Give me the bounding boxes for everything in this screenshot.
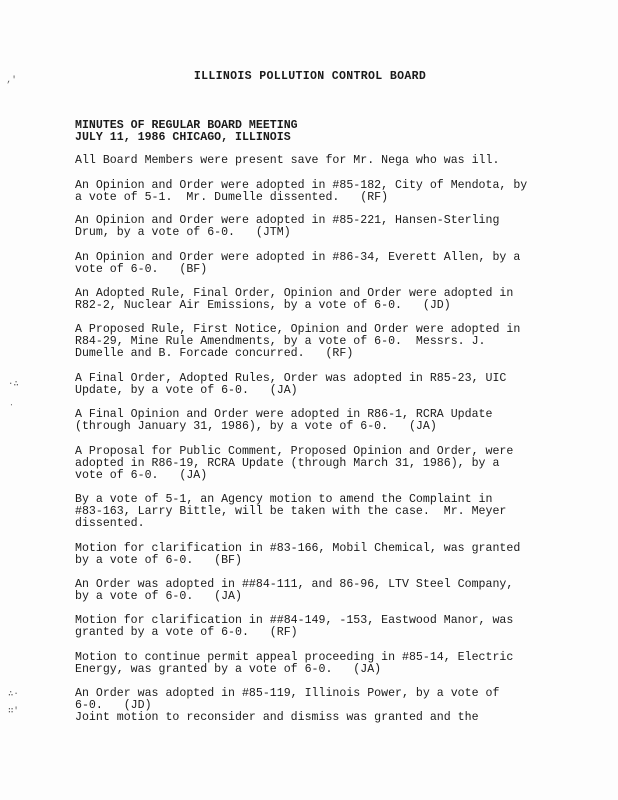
paragraph-item: By a vote of 5-1, an Agency motion to amend the Complaint in #83-163, Larry Bittle, will be taken with the case. Mr. Meyer dissented. (75, 493, 507, 531)
paragraph-item: A Final Order, Adopted Rules, Order was adopted in R85-23, UIC Update, by a vote of 6-0. (JA) (75, 372, 507, 398)
paragraph-item: An Order was adopted in #85-119, Illinois Power, by a vote of 6-0. (JD) Joint motion to reconsider and dismiss was granted and the (75, 687, 500, 725)
paragraph-item: An Opinion and Order were adopted in #85-221, Hansen-Sterling Drum, by a vote of 6-0. (JTM) (75, 214, 500, 240)
margin-mark-icon: ‚′ (6, 75, 17, 85)
paragraph-item: A Final Opinion and Order were adopted in R86-1, RCRA Update (through January 31, 1986), by a vote of 6-0. (JA) (75, 408, 493, 434)
paragraph-item: An Order was adopted in ##84-111, and 86-96, LTV Steel Company, by a vote of 6-0. (JA) (75, 578, 514, 604)
board-title: ILLINOIS POLLUTION CONTROL BOARD (193, 70, 427, 83)
paragraph-item: A Proposal for Public Comment, Proposed Opinion and Order, were adopted in R86-19, RCRA Update (through March 31, 1986), by a vote of 6-0. (JA) (75, 445, 514, 483)
margin-mark-icon: ∴· (8, 689, 19, 699)
paragraph-item: An Opinion and Order were adopted in #86-34, Everett Allen, by a vote of 6-0. (BF) (75, 251, 521, 277)
paragraph-item: An Opinion and Order were adopted in #85-182, City of Mendota, by a vote of 5-1. Mr. Dumelle dissented. (RF) (75, 179, 528, 205)
margin-mark-icon: ∷′ (8, 706, 19, 716)
meeting-title: MINUTES OF REGULAR BOARD MEETING (75, 119, 298, 132)
paragraph-item: Motion for clarification in ##84-149, -153, Eastwood Manor, was granted by a vote of 6-0. (RF) (75, 614, 514, 640)
paragraph-attendance: All Board Members were present save for Mr. Nega who was ill. (75, 154, 500, 167)
paragraph-item: Motion for clarification in #83-166, Mobil Chemical, was granted by a vote of 6-0. (BF) (75, 542, 521, 568)
paragraph-item: An Adopted Rule, Final Order, Opinion and Order were adopted in R82-2, Nuclear Air Emissions, by a vote of 6-0. (JD) (75, 287, 514, 313)
meeting-date: JULY 11, 1986 CHICAGO, ILLINOIS (75, 131, 291, 144)
paragraph-item: Motion to continue permit appeal proceeding in #85-14, Electric Energy, was granted by a vote of 6-0. (JA) (75, 651, 514, 677)
margin-mark-icon: ‧ (10, 401, 13, 411)
paragraph-item: A Proposed Rule, First Notice, Opinion and Order were adopted in R84-29, Mine Rule Amendments, by a vote of 6-0. Messrs. J. Dumelle and B. Forcade concurred. (RF) (75, 323, 521, 361)
margin-mark-icon: ·∴ (8, 379, 19, 389)
